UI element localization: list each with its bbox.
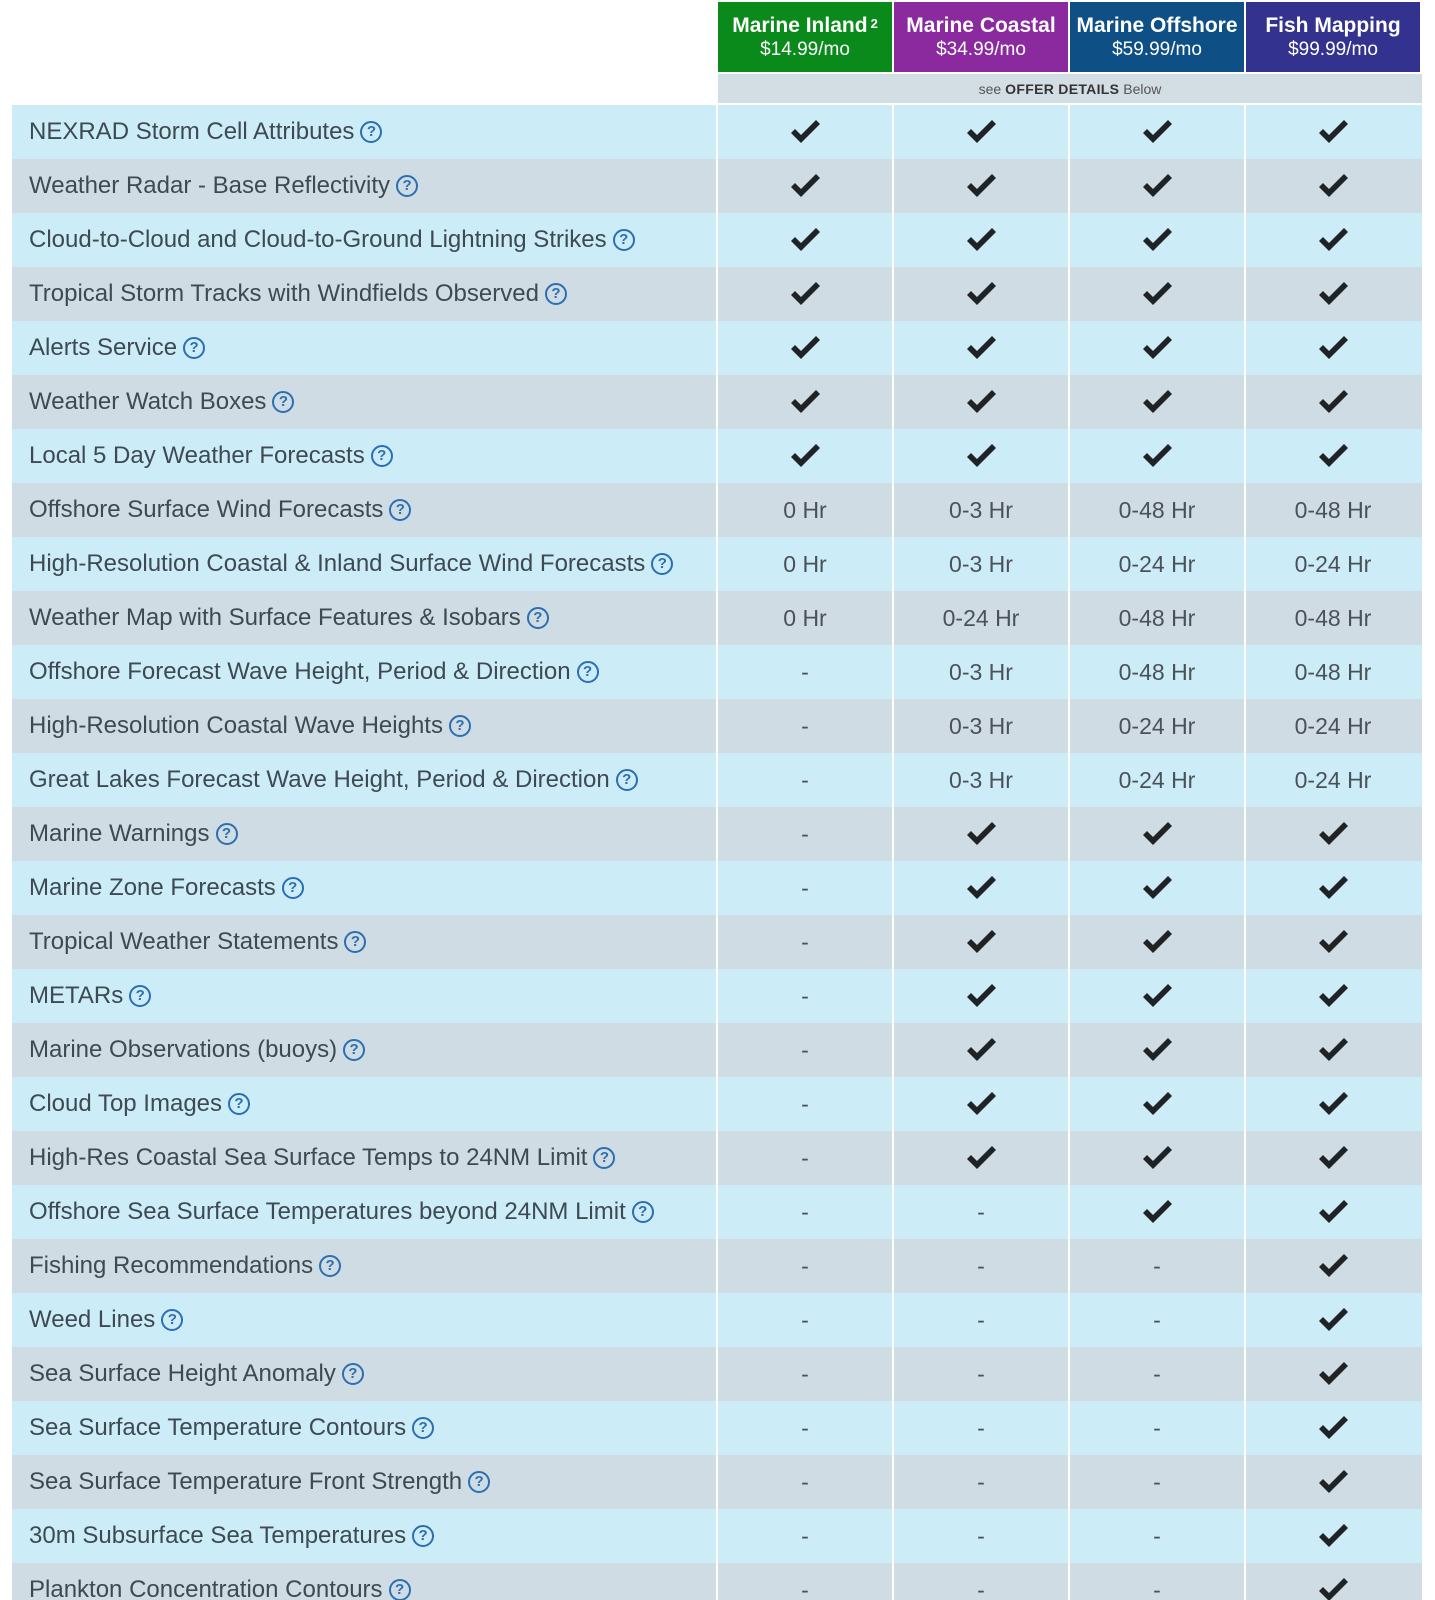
checkmark-icon — [1068, 861, 1244, 915]
feature-cell — [12, 969, 716, 1023]
help-icon[interactable]: ? — [389, 499, 411, 521]
feature-cell — [12, 1563, 716, 1600]
table-row — [12, 1131, 1422, 1185]
value-cell: - — [716, 1347, 892, 1401]
offer-details-bar[interactable] — [718, 74, 1422, 103]
checkmark-icon — [1244, 1293, 1420, 1347]
plan-name-text: Marine Inland — [732, 13, 868, 37]
value-cell: 0-24 Hr — [1068, 537, 1244, 591]
checkmark-icon — [892, 915, 1068, 969]
help-icon[interactable]: ? — [651, 553, 673, 575]
value-cell: 0-24 Hr — [892, 591, 1068, 645]
checkmark-icon — [1068, 915, 1244, 969]
checkmark-icon — [892, 1023, 1068, 1077]
help-icon[interactable]: ? — [389, 1579, 411, 1600]
checkmark-icon — [1244, 213, 1420, 267]
feature-cell — [12, 321, 716, 375]
feature-label: Local 5 Day Weather Forecasts — [29, 442, 365, 469]
value-cell: - — [1068, 1401, 1244, 1455]
help-icon[interactable]: ? — [228, 1093, 250, 1115]
value-cell: - — [716, 699, 892, 753]
value-cell: - — [716, 1455, 892, 1509]
checkmark-icon — [1244, 105, 1420, 159]
table-row — [12, 591, 1422, 645]
feature-cell — [12, 483, 716, 537]
checkmark-icon — [892, 1077, 1068, 1131]
table-row — [12, 375, 1422, 429]
value-cell: - — [892, 1185, 1068, 1239]
feature-cell — [12, 105, 716, 159]
feature-cell — [12, 915, 716, 969]
feature-label: Alerts Service — [29, 334, 178, 361]
checkmark-icon — [1244, 969, 1420, 1023]
checkmark-icon — [1244, 429, 1420, 483]
plan-name-text: Fish Mapping — [1265, 13, 1401, 37]
feature-cell — [12, 1131, 716, 1185]
help-icon[interactable]: ? — [216, 823, 238, 845]
table-row — [12, 1023, 1422, 1077]
checkmark-icon — [1244, 159, 1420, 213]
feature-cell — [12, 159, 716, 213]
plan-header-0 — [718, 2, 892, 72]
help-icon[interactable]: ? — [412, 1417, 434, 1439]
feature-label: Weather Map with Surface Features & Isobars — [29, 604, 521, 631]
plan-header-2 — [1070, 2, 1244, 72]
checkmark-icon — [1244, 1563, 1420, 1600]
value-cell: - — [716, 969, 892, 1023]
checkmark-icon — [1068, 1131, 1244, 1185]
checkmark-icon — [1244, 861, 1420, 915]
value-cell: - — [716, 1185, 892, 1239]
checkmark-icon — [892, 429, 1068, 483]
checkmark-icon — [1244, 321, 1420, 375]
offer-details-link[interactable]: OFFER DETAILS — [1005, 80, 1120, 97]
feature-cell — [12, 1023, 716, 1077]
checkmark-icon — [892, 267, 1068, 321]
checkmark-icon — [1244, 1509, 1420, 1563]
value-cell: 0-24 Hr — [1068, 753, 1244, 807]
table-row — [12, 807, 1422, 861]
value-cell: - — [716, 1023, 892, 1077]
value-cell: - — [1068, 1563, 1244, 1600]
feature-cell — [12, 1347, 716, 1401]
checkmark-icon — [1068, 1023, 1244, 1077]
value-cell: 0-24 Hr — [1244, 537, 1420, 591]
feature-label: Offshore Forecast Wave Height, Period & Direction — [29, 658, 571, 685]
feature-cell — [12, 1293, 716, 1347]
help-icon[interactable]: ? — [468, 1471, 490, 1493]
feature-cell — [12, 753, 716, 807]
checkmark-icon — [1244, 1185, 1420, 1239]
table-row — [12, 915, 1422, 969]
feature-label: Great Lakes Forecast Wave Height, Period & Direction — [29, 766, 610, 793]
plan-header-1 — [894, 2, 1068, 72]
value-cell: - — [716, 1401, 892, 1455]
checkmark-icon — [1068, 429, 1244, 483]
feature-cell — [12, 1185, 716, 1239]
checkmark-icon — [1068, 105, 1244, 159]
feature-cell — [12, 861, 716, 915]
checkmark-icon — [1244, 1455, 1420, 1509]
help-icon[interactable]: ? — [129, 985, 151, 1007]
plan-price: $99.99/mo — [1288, 38, 1378, 60]
value-cell: - — [716, 1077, 892, 1131]
value-cell: 0-3 Hr — [892, 753, 1068, 807]
checkmark-icon — [892, 861, 1068, 915]
checkmark-icon — [1244, 1077, 1420, 1131]
plan-footnote-marker: 2 — [870, 15, 878, 31]
checkmark-icon — [1068, 969, 1244, 1023]
value-cell: - — [1068, 1455, 1244, 1509]
value-cell: - — [892, 1563, 1068, 1600]
value-cell: 0 Hr — [716, 591, 892, 645]
feature-cell — [12, 1239, 716, 1293]
table-row — [12, 1239, 1422, 1293]
plan-name — [1265, 13, 1400, 38]
feature-label: High-Res Coastal Sea Surface Temps to 24NM Limit — [29, 1144, 588, 1171]
checkmark-icon — [892, 375, 1068, 429]
feature-comparison-table — [12, 105, 1422, 1600]
value-cell: 0 Hr — [716, 537, 892, 591]
checkmark-icon — [716, 321, 892, 375]
help-icon[interactable]: ? — [593, 1147, 615, 1169]
value-cell: 0-48 Hr — [1244, 591, 1420, 645]
value-cell: - — [1068, 1347, 1244, 1401]
feature-cell — [12, 699, 716, 753]
value-cell: 0-3 Hr — [892, 483, 1068, 537]
checkmark-icon — [1068, 321, 1244, 375]
offer-pre: see — [978, 80, 1002, 97]
table-row — [12, 1455, 1422, 1509]
table-row — [12, 537, 1422, 591]
plan-price: $14.99/mo — [760, 38, 850, 60]
value-cell: - — [892, 1455, 1068, 1509]
checkmark-icon — [1068, 267, 1244, 321]
feature-label: Marine Observations (buoys) — [29, 1036, 338, 1063]
feature-label: Sea Surface Height Anomaly — [29, 1360, 336, 1387]
feature-label: Offshore Sea Surface Temperatures beyond 24NM Limit — [29, 1198, 626, 1225]
plan-price: $34.99/mo — [936, 38, 1026, 60]
table-row — [12, 1077, 1422, 1131]
value-cell: 0 Hr — [716, 483, 892, 537]
checkmark-icon — [716, 267, 892, 321]
value-cell: 0-3 Hr — [892, 537, 1068, 591]
value-cell: - — [716, 1131, 892, 1185]
help-icon[interactable]: ? — [577, 661, 599, 683]
feature-cell — [12, 645, 716, 699]
table-row — [12, 267, 1422, 321]
feature-label: Offshore Surface Wind Forecasts — [29, 496, 384, 523]
feature-label: Marine Zone Forecasts — [29, 874, 276, 901]
value-cell: - — [892, 1347, 1068, 1401]
checkmark-icon — [1068, 159, 1244, 213]
checkmark-icon — [1068, 807, 1244, 861]
feature-label: Weather Radar - Base Reflectivity — [29, 172, 391, 199]
feature-label: Cloud-to-Cloud and Cloud-to-Ground Lightning Strikes — [29, 226, 607, 253]
help-icon[interactable]: ? — [344, 931, 366, 953]
help-icon[interactable]: ? — [319, 1255, 341, 1277]
feature-cell — [12, 591, 716, 645]
value-cell: - — [716, 1509, 892, 1563]
help-icon[interactable]: ? — [412, 1525, 434, 1547]
value-cell: - — [892, 1239, 1068, 1293]
table-row — [12, 645, 1422, 699]
table-row — [12, 321, 1422, 375]
table-row — [12, 1509, 1422, 1563]
checkmark-icon — [1068, 1077, 1244, 1131]
value-cell: - — [716, 807, 892, 861]
value-cell: - — [716, 645, 892, 699]
table-row — [12, 1293, 1422, 1347]
offer-post: Below — [1123, 80, 1162, 97]
feature-cell — [12, 375, 716, 429]
value-cell: - — [716, 1239, 892, 1293]
feature-cell — [12, 429, 716, 483]
table-row — [12, 213, 1422, 267]
checkmark-icon — [716, 159, 892, 213]
checkmark-icon — [1244, 1131, 1420, 1185]
checkmark-icon — [892, 1131, 1068, 1185]
help-icon[interactable]: ? — [545, 283, 567, 305]
feature-cell — [12, 537, 716, 591]
feature-label: 30m Subsurface Sea Temperatures — [29, 1522, 407, 1549]
help-icon[interactable]: ? — [342, 1363, 364, 1385]
checkmark-icon — [892, 213, 1068, 267]
feature-label: NEXRAD Storm Cell Attributes — [29, 118, 355, 145]
checkmark-icon — [1244, 1239, 1420, 1293]
value-cell: - — [1068, 1293, 1244, 1347]
table-row — [12, 861, 1422, 915]
feature-label: High-Resolution Coastal Wave Heights — [29, 712, 443, 739]
checkmark-icon — [1244, 267, 1420, 321]
help-icon[interactable]: ? — [161, 1309, 183, 1331]
checkmark-icon — [892, 321, 1068, 375]
value-cell: - — [1068, 1509, 1244, 1563]
help-icon[interactable]: ? — [343, 1039, 365, 1061]
value-cell: 0-48 Hr — [1244, 645, 1420, 699]
help-icon[interactable]: ? — [616, 769, 638, 791]
table-row — [12, 1563, 1422, 1600]
value-cell: - — [716, 861, 892, 915]
help-icon[interactable]: ? — [360, 121, 382, 143]
help-icon[interactable]: ? — [282, 877, 304, 899]
plan-name — [732, 13, 878, 38]
value-cell: 0-48 Hr — [1068, 483, 1244, 537]
help-icon[interactable]: ? — [183, 337, 205, 359]
plan-price: $59.99/mo — [1112, 38, 1202, 60]
table-row — [12, 1347, 1422, 1401]
checkmark-icon — [1068, 213, 1244, 267]
plan-name — [1076, 13, 1237, 38]
checkmark-icon — [1244, 1023, 1420, 1077]
feature-label: Sea Surface Temperature Contours — [29, 1414, 407, 1441]
checkmark-icon — [892, 969, 1068, 1023]
table-row — [12, 105, 1422, 159]
plan-name-text: Marine Coastal — [906, 13, 1056, 37]
help-icon[interactable]: ? — [527, 607, 549, 629]
feature-label: METARs — [29, 982, 124, 1009]
value-cell: 0-3 Hr — [892, 699, 1068, 753]
checkmark-icon — [716, 105, 892, 159]
checkmark-icon — [892, 105, 1068, 159]
checkmark-icon — [892, 159, 1068, 213]
checkmark-icon — [1244, 1401, 1420, 1455]
checkmark-icon — [1244, 1347, 1420, 1401]
value-cell: 0-48 Hr — [1244, 483, 1420, 537]
help-icon[interactable]: ? — [396, 175, 418, 197]
table-row — [12, 1401, 1422, 1455]
value-cell: 0-24 Hr — [1068, 699, 1244, 753]
help-icon[interactable]: ? — [449, 715, 471, 737]
checkmark-icon — [1244, 807, 1420, 861]
checkmark-icon — [716, 213, 892, 267]
value-cell: - — [716, 915, 892, 969]
feature-label: Marine Warnings — [29, 820, 210, 847]
plan-name-text: Marine Offshore — [1076, 13, 1238, 37]
value-cell: 0-24 Hr — [1244, 753, 1420, 807]
checkmark-icon — [1244, 915, 1420, 969]
value-cell: 0-48 Hr — [1068, 645, 1244, 699]
feature-cell — [12, 807, 716, 861]
value-cell: - — [892, 1401, 1068, 1455]
table-row — [12, 429, 1422, 483]
table-row — [12, 159, 1422, 213]
checkmark-icon — [716, 429, 892, 483]
plan-header-3 — [1246, 2, 1420, 72]
value-cell: - — [1068, 1239, 1244, 1293]
feature-label: Tropical Weather Statements — [29, 928, 339, 955]
feature-cell — [12, 213, 716, 267]
table-row — [12, 1185, 1422, 1239]
value-cell: - — [892, 1509, 1068, 1563]
value-cell: 0-48 Hr — [1068, 591, 1244, 645]
help-icon[interactable]: ? — [613, 229, 635, 251]
feature-label: Weed Lines — [29, 1306, 156, 1333]
plan-name — [906, 13, 1055, 38]
table-row — [12, 753, 1422, 807]
checkmark-icon — [1244, 375, 1420, 429]
value-cell: 0-24 Hr — [1244, 699, 1420, 753]
value-cell: - — [716, 1293, 892, 1347]
table-row — [12, 483, 1422, 537]
help-icon[interactable]: ? — [632, 1201, 654, 1223]
table-row — [12, 969, 1422, 1023]
value-cell: - — [716, 1563, 892, 1600]
help-icon[interactable]: ? — [371, 445, 393, 467]
feature-label: Weather Watch Boxes — [29, 388, 267, 415]
checkmark-icon — [716, 375, 892, 429]
feature-label: Cloud Top Images — [29, 1090, 223, 1117]
feature-label: Sea Surface Temperature Front Strength — [29, 1468, 463, 1495]
value-cell: 0-3 Hr — [892, 645, 1068, 699]
help-icon[interactable]: ? — [272, 391, 294, 413]
checkmark-icon — [1068, 375, 1244, 429]
checkmark-icon — [1068, 1185, 1244, 1239]
feature-label: High-Resolution Coastal & Inland Surface Wind Forecasts — [29, 550, 646, 577]
feature-cell — [12, 1455, 716, 1509]
value-cell: - — [892, 1293, 1068, 1347]
feature-cell — [12, 1401, 716, 1455]
feature-cell — [12, 1509, 716, 1563]
feature-label: Tropical Storm Tracks with Windfields Observed — [29, 280, 539, 307]
value-cell: - — [716, 753, 892, 807]
feature-label: Plankton Concentration Contours — [29, 1576, 383, 1600]
feature-cell — [12, 267, 716, 321]
feature-cell — [12, 1077, 716, 1131]
table-row — [12, 699, 1422, 753]
feature-label: Fishing Recommendations — [29, 1252, 314, 1279]
checkmark-icon — [892, 807, 1068, 861]
